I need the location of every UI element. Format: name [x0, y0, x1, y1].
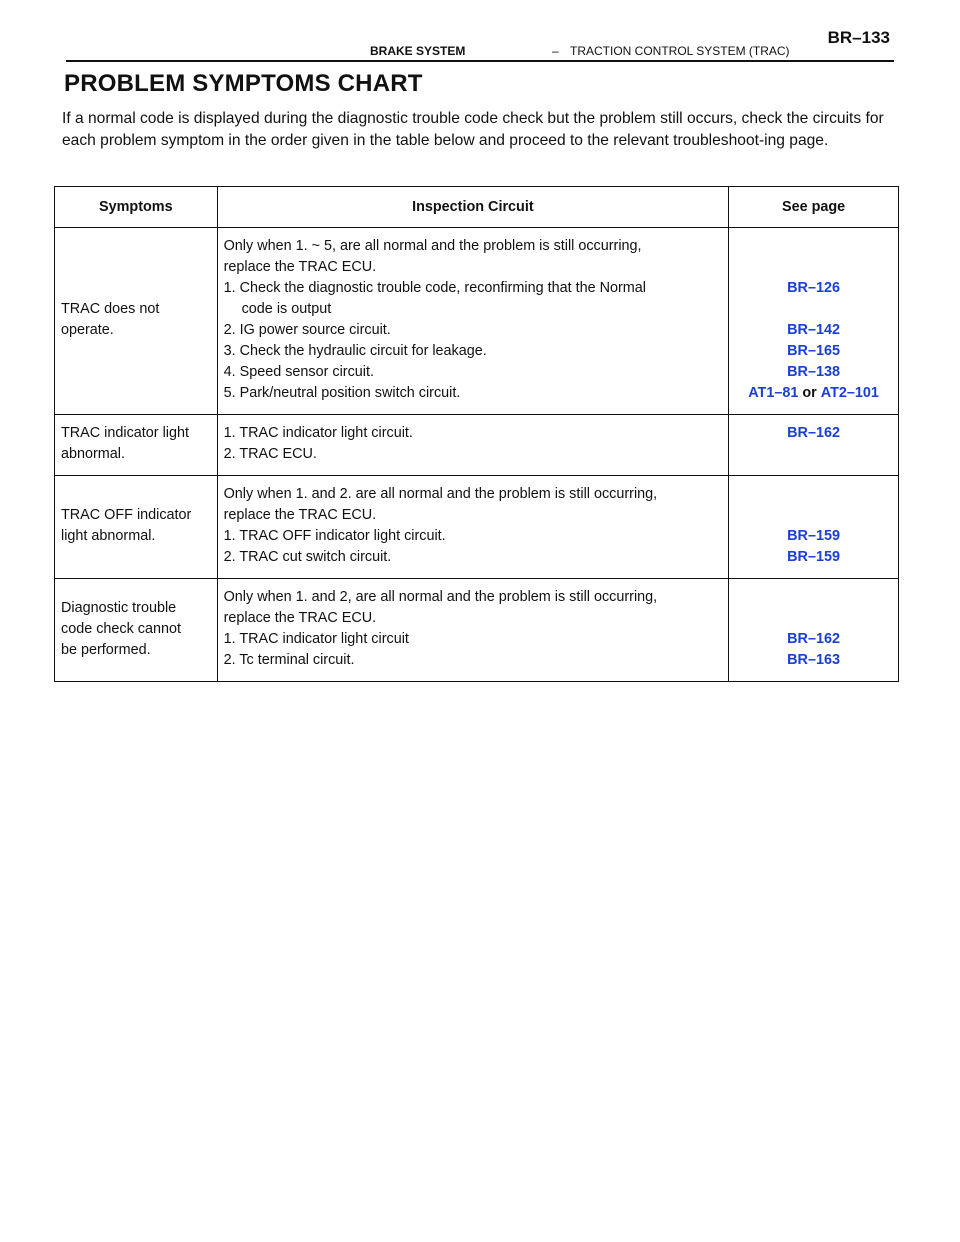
problem-symptoms-table	[54, 186, 899, 682]
circuit-line: replace the TRAC ECU.	[223, 610, 377, 626]
circuit-line: Only when 1. ~ 5, are all normal and the problem is still occurring,	[223, 238, 642, 254]
circuit-cell	[217, 415, 729, 476]
circuit-cell	[217, 228, 729, 415]
header-section: BRAKE SYSTEM	[370, 44, 466, 58]
symptom-line: Diagnostic trouble	[61, 599, 177, 616]
circuit-line: 1. Check the diagnostic trouble code, reconfirming that the Normal	[223, 280, 646, 296]
symptom-cell	[55, 228, 218, 415]
or-text: or	[802, 385, 817, 401]
intro-paragraph: If a normal code is displayed during the diagnostic trouble code check but the problem still occurs, check the circuits for each problem symptom in the order given in the table below and proceed to the relevant troubleshoot-ing page.	[62, 110, 884, 149]
circuit-line: replace the TRAC ECU.	[223, 259, 377, 275]
page-link[interactable]: BR–162	[787, 631, 840, 647]
symptom-line: code check cannot	[61, 620, 182, 637]
symptom-line: abnormal.	[61, 446, 125, 462]
circuit-line: 4. Speed sensor circuit.	[223, 364, 374, 380]
table-row	[55, 415, 899, 476]
header-subsection: TRACTION CONTROL SYSTEM (TRAC)	[570, 44, 790, 58]
symptom-cell	[55, 579, 218, 682]
page-header	[66, 26, 894, 62]
table-row	[55, 228, 899, 415]
header-see-page: See page	[729, 187, 899, 228]
table-header-row	[55, 187, 899, 228]
symptom-line: be performed.	[61, 641, 151, 658]
see-page-cell	[729, 579, 899, 682]
see-page-cell	[729, 228, 899, 415]
page-link[interactable]: BR–162	[787, 425, 840, 441]
circuit-cell	[217, 476, 729, 579]
circuit-line: 1. TRAC indicator light circuit	[223, 631, 409, 647]
table-row	[55, 476, 899, 579]
symptom-line: TRAC does not	[61, 301, 160, 317]
circuit-line: 3. Check the hydraulic circuit for leakage.	[223, 343, 487, 359]
page-link[interactable]: BR–142	[787, 322, 840, 338]
header-separator: –	[552, 44, 559, 58]
circuit-line: code is output	[241, 301, 332, 317]
see-page-cell	[729, 476, 899, 579]
symptom-line: TRAC OFF indicator	[61, 507, 192, 523]
symptom-line: TRAC indicator light	[61, 425, 189, 441]
table-row	[55, 579, 899, 682]
page-link[interactable]: BR–138	[787, 364, 840, 380]
page-link[interactable]: AT2–101	[820, 385, 879, 401]
symptom-line: light abnormal.	[61, 528, 156, 544]
page-number: BR–133	[827, 28, 890, 47]
page-link[interactable]: BR–163	[787, 652, 840, 668]
header-inspection-circuit: Inspection Circuit	[217, 187, 729, 228]
page-link-pair	[735, 383, 892, 404]
circuit-line: Only when 1. and 2. are all normal and the problem is still occurring,	[223, 486, 658, 502]
symptom-cell	[55, 415, 218, 476]
circuit-line: 1. TRAC indicator light circuit.	[223, 425, 413, 441]
circuit-line: 2. IG power source circuit.	[223, 322, 391, 338]
circuit-line: 2. TRAC cut switch circuit.	[223, 549, 392, 565]
symptom-line: operate.	[61, 322, 114, 338]
symptom-cell	[55, 476, 218, 579]
circuit-line: Only when 1. and 2, are all normal and the problem is still occurring,	[223, 589, 658, 605]
circuit-line: 1. TRAC OFF indicator light circuit.	[223, 528, 446, 544]
see-page-cell	[729, 415, 899, 476]
circuit-line: 2. Tc terminal circuit.	[223, 652, 355, 668]
header-symptoms: Symptoms	[55, 187, 218, 228]
circuit-line: 2. TRAC ECU.	[223, 446, 317, 462]
page-link[interactable]: BR–159	[787, 528, 840, 544]
page-link[interactable]: AT1–81	[748, 385, 799, 401]
circuit-line: replace the TRAC ECU.	[223, 507, 377, 523]
circuit-cell	[217, 579, 729, 682]
page-title: PROBLEM SYMPTOMS CHART	[64, 70, 423, 97]
page-link[interactable]: BR–159	[787, 549, 840, 565]
page-link[interactable]: BR–165	[787, 343, 840, 359]
circuit-line: 5. Park/neutral position switch circuit.	[223, 385, 461, 401]
page-link[interactable]: BR–126	[787, 280, 840, 296]
